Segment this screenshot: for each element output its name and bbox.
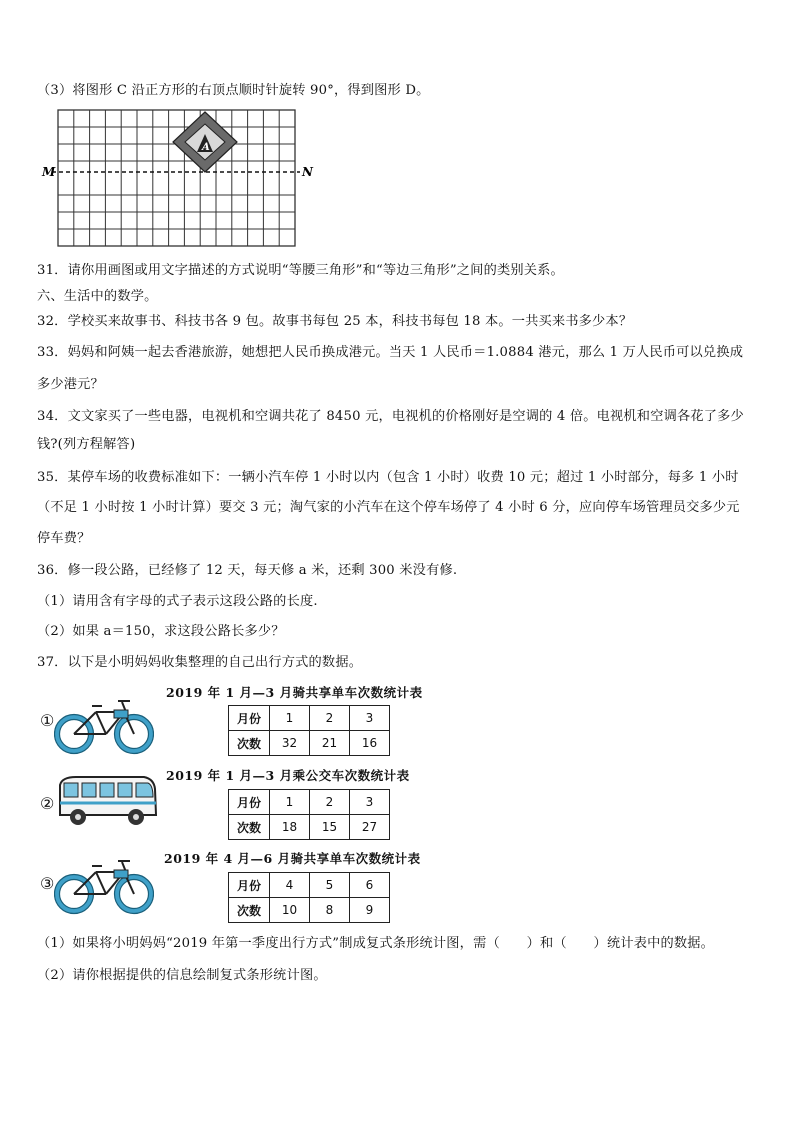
grid-svg bbox=[40, 106, 315, 252]
question-37-part-1: （1）如果将小明妈妈“2019 年第一季度出行方式”制成复式条形统计图，需（ ）和（ ）统计表中的数据。 bbox=[37, 936, 715, 951]
table-2-month-header: 月份 bbox=[229, 790, 270, 815]
table-3-marker: ③ bbox=[40, 874, 55, 893]
section-6-heading: 六、生活中的数学。 bbox=[37, 289, 158, 304]
table-cell: 2 bbox=[310, 706, 350, 731]
table-2-title: 2019 年 1 月—3 月乘公交车次数统计表 bbox=[166, 768, 410, 783]
question-31: 31．请你用画图或用文字描述的方式说明“等腰三角形”和“等边三角形”之间的类别关系。 bbox=[37, 263, 564, 278]
table-cell: 4 bbox=[270, 873, 310, 898]
bicycle-icon bbox=[54, 692, 154, 760]
question-37: 37．以下是小明妈妈收集整理的自己出行方式的数据。 bbox=[37, 655, 363, 670]
question-36-part-1: （1）请用含有字母的式子表示这段公路的长度. bbox=[37, 594, 318, 609]
table-cell: 3 bbox=[350, 790, 390, 815]
table-cell: 21 bbox=[310, 731, 350, 756]
question-35-line-3: 停车费？ bbox=[37, 531, 91, 546]
table-cell: 27 bbox=[350, 815, 390, 840]
table-cell: 18 bbox=[270, 815, 310, 840]
bus-icon bbox=[56, 775, 158, 835]
table-1-marker: ① bbox=[40, 711, 55, 730]
question-30-part-3: （3）将图形 C 沿正方形的右顶点顺时针旋转 90°，得到图形 D。 bbox=[37, 83, 430, 98]
question-35-line-1: 35．某停车场的收费标准如下：一辆小汽车停 1 小时以内（包含 1 小时）收费 10 元；超过 1 小时部分，每多 1 小时 bbox=[37, 470, 739, 485]
table-cell: 6 bbox=[350, 873, 390, 898]
table-3-bike-q2 bbox=[228, 872, 390, 923]
table-cell: 3 bbox=[350, 706, 390, 731]
question-32: 32．学校买来故事书、科技书各 9 包。故事书每包 25 本，科技书每包 18 本。一共买来书多少本？ bbox=[37, 314, 633, 329]
axis-label-m: M bbox=[42, 165, 56, 179]
table-cell: 15 bbox=[310, 815, 350, 840]
table-3-count-header: 次数 bbox=[229, 898, 270, 923]
question-35-line-2: （不足 1 小时按 1 小时计算）要交 3 元；淘气家的小汽车在这个停车场停了 4 小时 6 分，应向停车场管理员交多少元 bbox=[37, 500, 740, 515]
question-37-part-2: （2）请你根据提供的信息绘制复式条形统计图。 bbox=[37, 968, 327, 983]
table-cell: 10 bbox=[270, 898, 310, 923]
table-1-count-header: 次数 bbox=[229, 731, 270, 756]
table-cell: 1 bbox=[270, 706, 310, 731]
table-3-title: 2019 年 4 月—6 月骑共享单车次数统计表 bbox=[164, 851, 421, 866]
table-cell: 32 bbox=[270, 731, 310, 756]
table-1-month-header: 月份 bbox=[229, 706, 270, 731]
table-2-count-header: 次数 bbox=[229, 815, 270, 840]
table-1-bike-q1 bbox=[228, 705, 390, 756]
question-36-part-2: （2）如果 a＝150，求这段公路长多少？ bbox=[37, 624, 285, 639]
question-36: 36．修一段公路，已经修了 12 天，每天修 a 米，还剩 300 米没有修. bbox=[37, 563, 458, 578]
bicycle-icon bbox=[54, 852, 154, 920]
table-cell: 16 bbox=[350, 731, 390, 756]
question-34-line-1: 34．文文家买了一些电器，电视机和空调共花了 8450 元，电视机的价格刚好是空调的 4 倍。电视机和空调各花了多少 bbox=[37, 409, 744, 424]
table-cell: 1 bbox=[270, 790, 310, 815]
rotation-grid-figure bbox=[40, 106, 315, 252]
figure-label-a: A bbox=[202, 142, 210, 153]
axis-label-n: N bbox=[302, 165, 313, 179]
table-cell: 8 bbox=[310, 898, 350, 923]
question-34-line-2: 钱?(列方程解答) bbox=[37, 437, 136, 452]
table-cell: 9 bbox=[350, 898, 390, 923]
table-1-title: 2019 年 1 月—3 月骑共享单车次数统计表 bbox=[166, 685, 423, 700]
table-cell: 2 bbox=[310, 790, 350, 815]
question-33-line-2: 多少港元？ bbox=[37, 377, 104, 392]
table-cell: 5 bbox=[310, 873, 350, 898]
table-3-month-header: 月份 bbox=[229, 873, 270, 898]
question-33-line-1: 33．妈妈和阿姨一起去香港旅游，她想把人民币换成港元。当天 1 人民币＝1.0884 港元，那么 1 万人民币可以兑换成 bbox=[37, 345, 744, 360]
table-2-bus-q1 bbox=[228, 789, 390, 840]
table-2-marker: ② bbox=[40, 794, 55, 813]
